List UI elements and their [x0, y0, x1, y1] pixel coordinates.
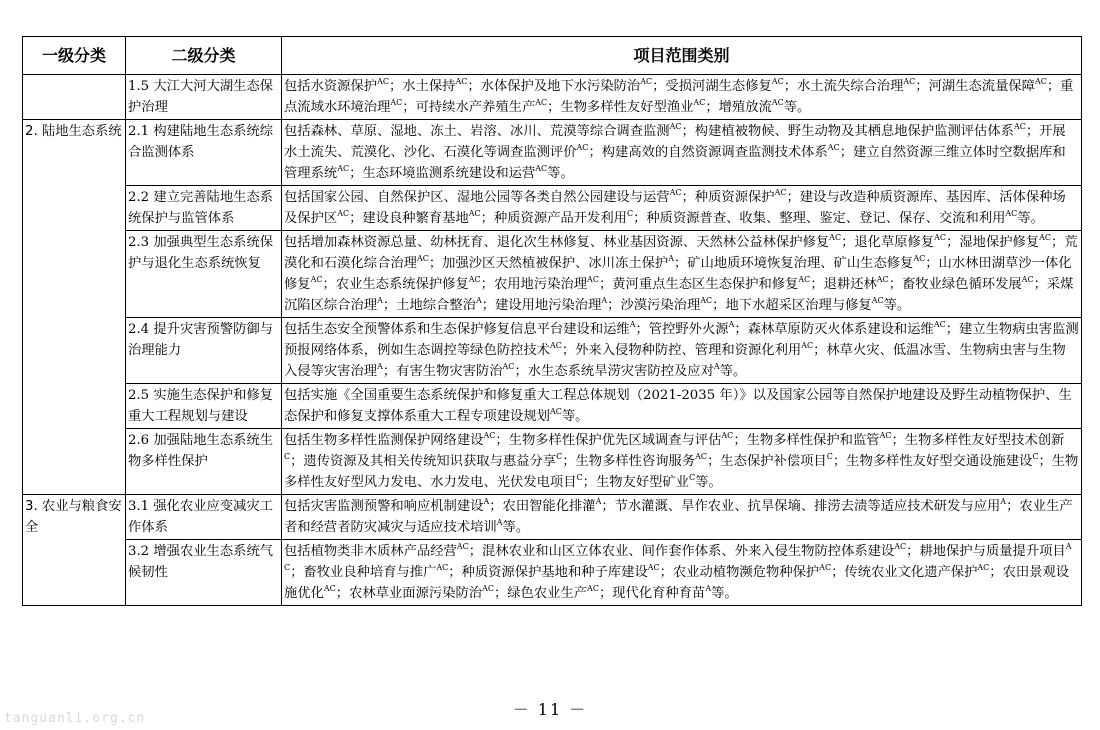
scope-text: ；混林农业和山区立体农业、间作套作体系、外来入侵生物防控体系建设: [468, 544, 895, 559]
scope-marker: AC: [721, 431, 734, 440]
scope-marker: AC: [587, 584, 599, 593]
scope-marker: AC: [669, 122, 682, 131]
scope-marker: AC: [903, 77, 916, 86]
scope-text: ；建立自然资源三维立体时空数据库和管理系统: [284, 145, 1066, 181]
table-row: [23, 429, 1082, 495]
scope-marker: AC: [337, 209, 350, 218]
scope-text: ；退化草原修复: [841, 235, 935, 250]
scope-text: ；水生态系统旱涝灾害防控及应对: [514, 364, 714, 379]
scope-marker: C: [556, 452, 563, 461]
scope-text: ；生物友好型矿业: [582, 475, 690, 490]
scope-text: ；生物多样性友好型技术创新: [891, 433, 1065, 448]
scope-text: ；采煤沉陷区综合治理: [284, 277, 1074, 313]
scope-marker: A: [475, 296, 482, 305]
scope-text: ；绿色农业生产: [493, 586, 588, 601]
scope-marker: AC: [549, 341, 562, 350]
level1-cell: 3. 农业与粮食安全: [23, 495, 126, 606]
scope-marker: AC: [377, 77, 389, 86]
scope-marker: AC: [977, 563, 990, 572]
scope-marker: AC: [468, 209, 481, 218]
scope-text: ；可持续水产养殖生产: [402, 100, 536, 115]
scope-marker: AC: [827, 143, 840, 152]
scope-marker: AC: [456, 542, 469, 551]
scope-text: ；农用地污染治理: [480, 277, 588, 292]
scope-marker: A: [668, 254, 674, 263]
scope-text: ；生态保护补偿项目: [707, 454, 827, 469]
scope-marker: A: [728, 320, 735, 329]
scope-text: ；农业动植物濒危物种保护: [659, 565, 820, 580]
scope-marker: A: [713, 362, 720, 371]
scope-marker: AC: [933, 320, 946, 329]
scope-marker: AC: [502, 362, 515, 371]
scope-marker: AC: [416, 254, 429, 263]
classification-table: [22, 36, 1082, 606]
scope-text: ；加强沙区天然植被保护、冰川冻土保护: [428, 256, 669, 271]
scope-marker: AC: [879, 431, 892, 440]
scope-text: ；遗传资源及其相关传统知识获取与惠益分享: [290, 454, 557, 469]
table-row: [23, 75, 1082, 120]
scope-text: ；现代化育种育苗: [598, 586, 706, 601]
scope-marker: AC: [774, 188, 787, 197]
scope-marker: A: [601, 296, 608, 305]
scope-text: ；种质资源普查、收集、整理、鉴定、登记、保存、交流和利用: [633, 211, 1006, 226]
scope-text: ；退耕还林: [810, 277, 877, 292]
scope-cell: [282, 540, 1082, 606]
scope-marker: AC: [871, 296, 884, 305]
scope-marker: AC: [483, 431, 496, 440]
scope-cell: [282, 75, 1082, 120]
scope-text: ；构建高效的自然资源调查监测技术体系: [588, 145, 828, 160]
scope-marker: A: [705, 584, 712, 593]
scope-text: 包括国家公园、自然保护区、湿地公园等各类自然公园建设与运营: [284, 190, 670, 205]
scope-text: ；河湖生态流量保障: [915, 79, 1035, 94]
scope-marker: A: [483, 497, 490, 506]
scope-marker: A: [496, 518, 503, 527]
scope-marker: AC: [576, 143, 589, 152]
scope-marker: AC: [436, 563, 449, 572]
level2-cell: 2.3 加强典型生态系统保护与退化生态系统恢复: [126, 231, 282, 318]
scope-text: 包括森林、草原、湿地、冻土、岩溶、冰川、荒漠等综合调查监测: [284, 124, 670, 139]
scope-text: 等。: [502, 520, 530, 535]
scope-text: ；开展水土流失、荒漠化、沙化、石漠化等调查监测评价: [284, 124, 1066, 160]
scope-text: 包括水资源保护: [284, 79, 378, 94]
page-number: － 11 －: [512, 700, 588, 719]
scope-text: ；有害生物灾害防治: [382, 364, 503, 379]
header-level2: 二级分类: [126, 37, 282, 75]
scope-marker: A: [595, 497, 602, 506]
scope-text: ；山水林田湖草沙一体化修复: [284, 256, 1072, 292]
scope-marker: C: [576, 473, 583, 482]
scope-marker: AC: [1021, 275, 1034, 284]
level1-cell-empty: [23, 75, 126, 120]
level2-cell: 3.1 强化农业应变减灾工作体系: [126, 495, 282, 540]
scope-marker: AC: [647, 563, 660, 572]
scope-marker: AC: [337, 164, 350, 173]
scope-marker: AC: [640, 77, 653, 86]
scope-marker: A: [629, 320, 636, 329]
scope-marker: AC: [535, 98, 548, 107]
scope-text: ；生物多样性友好型交通设施建设: [832, 454, 1033, 469]
scope-text: ；生物多样性友好型渔业: [547, 100, 694, 115]
scope-marker: C: [1032, 452, 1039, 461]
scope-marker: AC: [771, 98, 784, 107]
table-header-row: [23, 37, 1082, 75]
scope-text: ；地下水超采区治理与修复: [712, 298, 872, 313]
scope-marker: AC: [894, 542, 907, 551]
scope-marker: AC: [284, 542, 1072, 572]
scope-marker: AC: [1013, 122, 1026, 131]
scope-text: ；生物多样性友好型风力发电、水力发电、光伏发电项目: [284, 454, 1079, 490]
scope-text: ；畜牧业绿色循环发展: [888, 277, 1022, 292]
header-scope: 项目范围类别: [282, 37, 1082, 75]
scope-marker: C: [284, 452, 291, 461]
scope-marker: AC: [549, 407, 562, 416]
header-level1: 一级分类: [23, 37, 126, 75]
scope-text: ；构建植被物候、野生动物及其栖息地保护监测评估体系: [681, 124, 1014, 139]
scope-text: ；建设与改造种质资源库、基因库、活体保种场及保护区: [284, 190, 1066, 226]
scope-marker: A: [1000, 497, 1007, 506]
scope-marker: C: [626, 209, 634, 218]
level2-cell: 2.4 提升灾害预警防御与治理能力: [126, 318, 282, 384]
scope-marker: AC: [801, 341, 814, 350]
table-row: [23, 231, 1082, 318]
scope-marker: AC: [468, 275, 481, 284]
level2-cell: 2.2 建立完善陆地生态系统保护与监管体系: [126, 186, 282, 231]
scope-text: ；生物多样性保护和监管: [733, 433, 880, 448]
scope-marker: AC: [390, 98, 403, 107]
scope-marker: AC: [669, 188, 682, 197]
level2-cell: 2.6 加强陆地生态系统生物多样性保护: [126, 429, 282, 495]
scope-text: 等。: [561, 409, 589, 424]
level1-cell: 2. 陆地生态系统: [23, 120, 126, 495]
table-row: [23, 495, 1082, 540]
scope-text: ；农田景观设施优化: [284, 565, 1070, 601]
scope-text: ；种质资源产品开发利用: [480, 211, 627, 226]
scope-text: 等。: [1017, 211, 1044, 226]
scope-text: ；农林草业面源污染防治: [335, 586, 483, 601]
level2-cell: 1.5 大江大河大湖生态保护治理: [126, 75, 282, 120]
scope-marker: AC: [934, 233, 947, 242]
scope-text: ；种质资源保护基地和种子库建设: [448, 565, 648, 580]
scope-text: 等。: [547, 166, 574, 181]
scope-text: ；生物多样性咨询服务: [562, 454, 696, 469]
level2-cell: 2.1 构建陆地生态系统综合监测体系: [126, 120, 282, 186]
scope-marker: AC: [482, 584, 494, 593]
scope-marker: A: [377, 362, 383, 371]
scope-text: 包括实施《全国重要生态系统保护和修复重大工程总体规划（2021-2035 年）》以及国家公园等自然保护地建设及野生动植物保护、生态保护和修复支撑体系重大工程专项建设规划: [284, 388, 1072, 424]
table-row: [23, 540, 1082, 606]
scope-marker: AC: [700, 296, 713, 305]
scope-text: 等。: [719, 364, 747, 379]
scope-text: 等。: [711, 586, 738, 601]
scope-text: ；种质资源保护: [681, 190, 775, 205]
scope-marker: AC: [310, 275, 323, 284]
scope-text: 等。: [783, 100, 811, 115]
level2-cell: 3.2 增强农业生态系统气候韧性: [126, 540, 282, 606]
scope-marker: AC: [695, 452, 708, 461]
scope-marker: AC: [587, 275, 599, 284]
scope-marker: AC: [829, 233, 842, 242]
scope-text: ；农业生态系统保护修复: [322, 277, 469, 292]
scope-text: ；水土流失综合治理: [783, 79, 904, 94]
table-row: [23, 318, 1082, 384]
scope-text: 包括植物类非木质林产品经营: [284, 544, 457, 559]
scope-text: ；沙漠污染治理: [607, 298, 701, 313]
scope-text: ；增殖放流: [705, 100, 772, 115]
scope-text: ；荒漠化和石漠化综合治理: [284, 235, 1078, 271]
scope-marker: AC: [913, 254, 926, 263]
watermark-text: tanguanli.org.cn: [4, 711, 146, 726]
scope-cell: [282, 318, 1082, 384]
scope-text: 包括增加森林资源总量、幼林抚育、退化次生林修复、林业基因资源、天然林公益林保护修复: [284, 235, 830, 250]
scope-text: ；耕地保护与质量提升项目: [906, 544, 1066, 559]
scope-marker: A: [377, 296, 383, 305]
scope-text: ；受损河湖生态修复: [652, 79, 772, 94]
table-row: [23, 120, 1082, 186]
scope-cell: [282, 429, 1082, 495]
scope-text: 等。: [695, 475, 722, 490]
scope-marker: AC: [798, 275, 811, 284]
scope-cell: [282, 186, 1082, 231]
scope-text: 包括灾害监测预警和响应机制建设: [284, 499, 484, 514]
scope-text: ；湿地保护修复: [946, 235, 1040, 250]
scope-text: ；森林草原防灭火体系建设和运维: [734, 322, 934, 337]
scope-text: 包括生态安全预警体系和生态保护修复信息平台建设和运维: [284, 322, 630, 337]
scope-text: ；生物多样性保护优先区域调查与评估: [495, 433, 722, 448]
scope-marker: AC: [535, 164, 548, 173]
table-row: [23, 186, 1082, 231]
scope-text: ；林草火灾、低温冰雪、生物病虫害与生物入侵等灾害治理: [284, 343, 1066, 379]
scope-text: ；重点流域水环境治理: [284, 79, 1074, 115]
scope-marker: C: [689, 473, 696, 482]
scope-text: 包括生物多样性监测保护网络建设: [284, 433, 484, 448]
scope-text: ；土地综合整治: [382, 298, 476, 313]
scope-cell: [282, 495, 1082, 540]
scope-text: ；农田智能化排灌: [489, 499, 596, 514]
scope-text: 等。: [883, 298, 911, 313]
scope-text: ；畜牧业良种培育与推广: [290, 565, 437, 580]
scope-text: ；黄河重点生态区生态保护和修复: [598, 277, 799, 292]
scope-marker: AC: [771, 77, 784, 86]
scope-text: ；生态环境监测系统建设和运营: [349, 166, 536, 181]
level2-cell: 2.5 实施生态保护和修复重大工程规划与建设: [126, 384, 282, 429]
scope-text: ；农业生产者和经营者防灾减灾与适应技术培训: [284, 499, 1073, 535]
scope-text: ；建立生物病虫害监测预报网络体系，例如生态调控等绿色防控技术: [284, 322, 1079, 358]
scope-cell: [282, 231, 1082, 318]
scope-marker: AC: [1039, 233, 1052, 242]
scope-cell: [282, 120, 1082, 186]
scope-marker: AC: [819, 563, 832, 572]
scope-text: ；建设用地污染治理: [481, 298, 602, 313]
scope-marker: AC: [693, 98, 706, 107]
scope-text: ；水体保护及地下水污染防治: [467, 79, 641, 94]
scope-text: ；水土保持: [388, 79, 456, 94]
scope-text: ；传统农业文化遗产保护: [831, 565, 978, 580]
scope-marker: AC: [876, 275, 889, 284]
scope-text: ；外来入侵物种防控、管理和资源化利用: [561, 343, 802, 358]
scope-marker: AC: [1005, 209, 1018, 218]
scope-text: ；建设良种繁育基地: [349, 211, 469, 226]
table-row: [23, 384, 1082, 429]
scope-text: ；节水灌溉、旱作农业、抗旱保墒、排涝去渍等适应技术研发与应用: [601, 499, 1001, 514]
scope-cell: [282, 384, 1082, 429]
scope-marker: AC: [455, 77, 468, 86]
scope-marker: AC: [323, 584, 336, 593]
scope-marker: AC: [1034, 77, 1047, 86]
scope-text: ；矿山地质环境恢复治理、矿山生态修复: [674, 256, 914, 271]
scope-text: ；管控野外火源: [635, 322, 729, 337]
scope-marker: C: [826, 452, 833, 461]
